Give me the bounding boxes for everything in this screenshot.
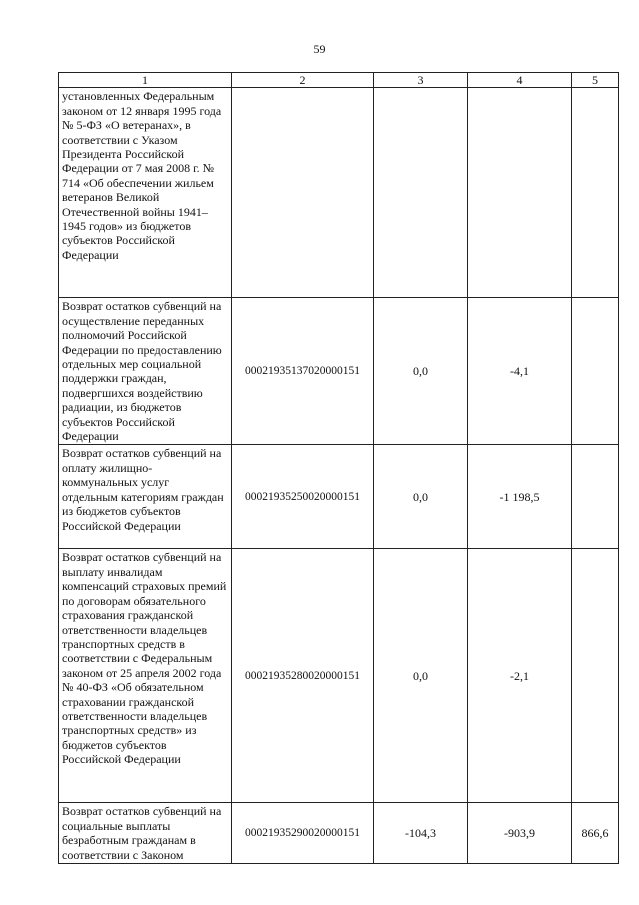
- row-name: Возврат остатков субвенций на выплату инвалидам компенсаций страховых премий по договорам обязательного страхования гражданской ответственности владельцев транспортных средств в соответствии с Федеральным законом от 25 апреля 2002 года № 40-ФЗ «Об обязательном страховании гражданской ответственности владельцев транспортных средств» из бюджетов субъектов Российской Федерации: [59, 549, 232, 803]
- row-col5: [572, 549, 619, 803]
- table-row: [59, 445, 619, 549]
- row-col3: 0,0: [374, 298, 468, 445]
- row-col5: [572, 298, 619, 445]
- row-col4: -4,1: [468, 298, 572, 445]
- row-col4: -2,1: [468, 549, 572, 803]
- row-col4: -903,9: [468, 803, 572, 864]
- page-number: 59: [313, 42, 326, 56]
- budget-table: [58, 72, 619, 864]
- row-code: [232, 88, 374, 298]
- row-col4: [468, 88, 572, 298]
- row-code: 00021935250020000151: [232, 445, 374, 549]
- row-name: Возврат остатков субвенций на социальные выплаты безработным гражданам в соответствии с Законом: [59, 803, 232, 864]
- column-header-2: 2: [232, 73, 374, 88]
- row-col3: [374, 88, 468, 298]
- column-header-5: 5: [572, 73, 619, 88]
- column-header-3: 3: [374, 73, 468, 88]
- row-name: установленных Федеральным законом от 12 января 1995 года № 5-ФЗ «О ветеранах», в соответствии с Указом Президента Российской Федерации от 7 мая 2008 г. № 714 «Об обеспечении жильем ветеранов Великой Отечественной войны 1941–1945 годов» из бюджетов субъектов Российской Федерации: [59, 88, 232, 298]
- table-row: [59, 549, 619, 803]
- row-col3: 0,0: [374, 549, 468, 803]
- row-col4: -1 198,5: [468, 445, 572, 549]
- column-header-4: 4: [468, 73, 572, 88]
- column-header-1: 1: [59, 73, 232, 88]
- row-code: 00021935280020000151: [232, 549, 374, 803]
- row-col3: 0,0: [374, 445, 468, 549]
- table-row: [59, 88, 619, 298]
- row-col5: [572, 445, 619, 549]
- row-code: 00021935290020000151: [232, 803, 374, 864]
- row-name: Возврат остатков субвенций на оплату жилищно-коммунальных услуг отдельным категориям граждан из бюджетов субъектов Российской Федерации: [59, 445, 232, 549]
- table-row: [59, 298, 619, 445]
- table-header-row: [59, 73, 619, 88]
- table-row: [59, 803, 619, 864]
- row-col3: -104,3: [374, 803, 468, 864]
- row-name: Возврат остатков субвенций на осуществление переданных полномочий Российской Федерации по предоставлению отдельных мер социальной поддержки граждан, подвергшихся воздействию радиации, из бюджетов субъектов Российской Федерации: [59, 298, 232, 445]
- row-col5: 866,6: [572, 803, 619, 864]
- row-code: 00021935137020000151: [232, 298, 374, 445]
- row-col5: [572, 88, 619, 298]
